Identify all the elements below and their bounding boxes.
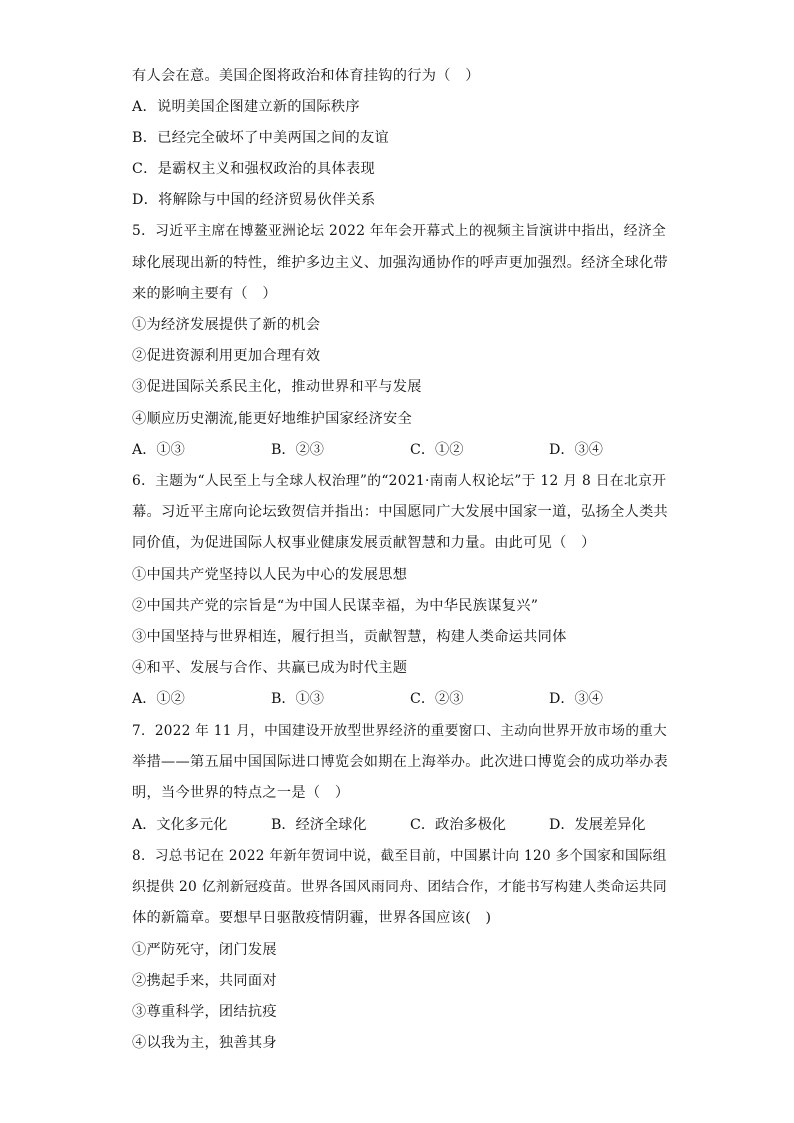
q8-statement-2: ②携起手来，共同面对 [132,973,277,989]
q7-choices [132,815,672,835]
q7-choice-c: C．政治多极化 [410,817,506,833]
q6-statement-3: ③中国坚持与世界相连，履行担当，贡献智慧，构建人类命运共同体 [132,629,567,645]
q5-statement-1: ①为经济发展提供了新的机会 [132,317,321,333]
q6-choice-b: B．①③ [271,691,324,707]
q4-option-a: A．说明美国企图建立新的国际秩序 [132,99,360,115]
q6-choice-d: D．③④ [549,691,603,707]
q5-choice-c: C．①② [410,442,464,458]
q7-choice-a: A．文化多元化 [132,817,228,833]
q6-choices [132,689,672,709]
q8-stem-line-1: 8．习总书记在 2022 年新年贺词中说，截至目前，中国累计向 120 多个国家和国际组 [132,848,667,864]
q4-option-c: C．是霸权主义和强权政治的具体表现 [132,161,375,177]
q5-choice-b: B．②③ [271,442,324,458]
q4-stem-tail: 有人会在意。美国企图将政治和体育挂钩的行为（ ） [132,68,480,84]
q8-statement-4: ④以我为主，独善其身 [132,1035,277,1051]
q8-statement-3: ③尊重科学，团结抗疫 [132,1004,277,1020]
q7-choice-d: D．发展差异化 [549,817,646,833]
q7-stem-line-3: 明，当今世界的特点之一是（ ） [132,785,350,801]
q7-choice-b: B．经济全球化 [271,817,367,833]
q6-stem-line-3: 同价值，为促进国际人权事业健康发展贡献智慧和力量。由此可见（ ） [132,535,596,551]
q5-choice-d: D．③④ [549,442,603,458]
q7-stem-line-1: 7．2022 年 11 月，中国建设开放型世界经济的重要窗口、主动向世界开放市场的重大 [132,723,667,739]
q6-statement-2: ②中国共产党的宗旨是“为中国人民谋幸福，为中华民族谋复兴” [132,598,539,614]
q5-statement-3: ③促进国际关系民主化，推动世界和平与发展 [132,379,422,395]
q6-stem-line-2: 幕。习近平主席向论坛致贺信并指出：中国愿同广大发展中国家一道，弘扬全人类共 [132,504,669,520]
q5-choices [132,440,672,460]
q5-stem-line-3: 来的影响主要有（ ） [132,286,277,302]
q5-statement-4: ④顺应历史潮流,能更好地维护国家经济安全 [132,411,413,427]
q5-stem-line-1: 5．习近平主席在博鳌亚洲论坛 2022 年年会开幕式上的视频主旨演讲中指出，经济全 [132,223,667,239]
q4-option-d: D．将解除与中国的经济贸易伙伴关系 [132,192,376,208]
q5-statement-2: ②促进资源利用更加合理有效 [132,348,321,364]
q5-stem-line-2: 球化展现出新的特性，维护多边主义、加强沟通协作的呼声更加强烈。经济全球化带 [132,255,669,271]
q6-choice-a: A．①② [132,691,185,707]
q6-statement-4: ④和平、发展与合作、共赢已成为时代主题 [132,660,408,676]
q8-statement-1: ①严防死守，闭门发展 [132,942,277,958]
q6-stem-line-1: 6．主题为“人民至上与全球人权治理”的“2021·南南人权论坛”于 12 月 8 日在北京开 [132,473,667,489]
q8-stem-line-2: 织提供 20 亿剂新冠疫苗。世界各国风雨同舟、团结合作，才能书写构建人类命运共同 [132,879,668,895]
q7-stem-line-2: 举措——第五届中国国际进口博览会如期在上海举办。此次进口博览会的成功举办表 [132,754,669,770]
q6-statement-1: ①中国共产党坚持以人民为中心的发展思想 [132,567,408,583]
q6-choice-c: C．②③ [410,691,464,707]
q5-choice-a: A．①③ [132,442,185,458]
q8-stem-line-3: 体的新篇章。要想早日驱散疫情阴霾，世界各国应该( ) [132,910,492,926]
q4-option-b: B．已经完全破坏了中美两国之间的友谊 [132,130,390,146]
